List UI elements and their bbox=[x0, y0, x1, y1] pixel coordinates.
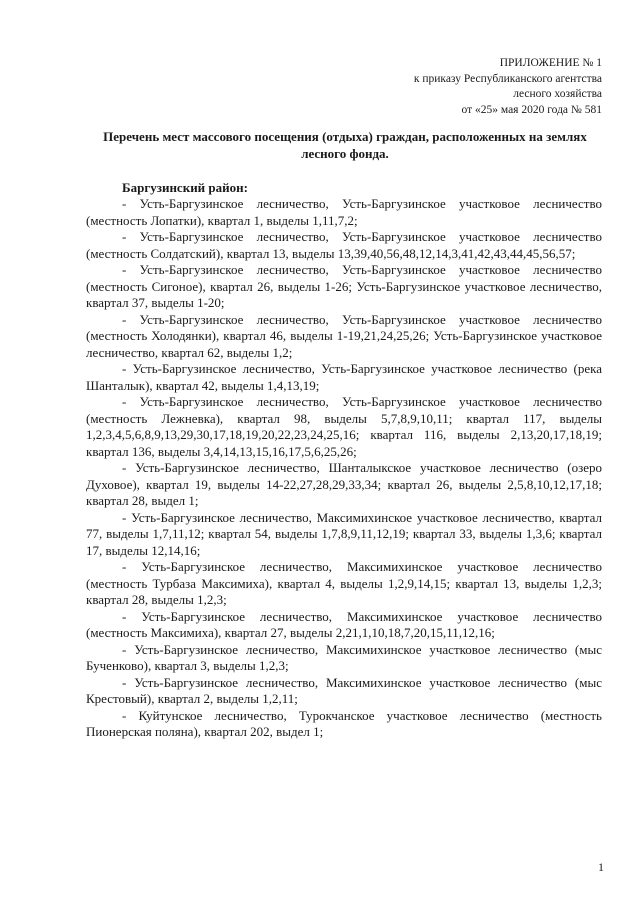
document-title: Перечень мест массового посещения (отдыха) граждан, расположенных на землях лесного фонда. bbox=[103, 129, 587, 161]
list-item: - Усть-Баргузинское лесничество, Максимихинское участковое лесничество (местность Турбаза Максимиха), квартал 4, выделы 1,2,9,14,15; квартал 13, выделы 1,2,3; квартал 28, выделы 1,2,3; bbox=[86, 559, 602, 607]
list-item: - Усть-Баргузинское лесничество, Максимихинское участковое лесничество, квартал 77, выделы 1,7,11,12; квартал 54, выделы 1,7,8,9,11,12,19; квартал 33, выделы 1,3,6; квартал 17, выделы 12,14,16; bbox=[86, 509, 602, 558]
list-item: - Куйтунское лесничество, Турокчанское участковое лесничество (местность Пионерская поляна), квартал 202, выдел 1; bbox=[86, 707, 602, 739]
list-item: - Усть-Баргузинское лесничество, Усть-Баргузинское участковое лесничество (река Шанталык), квартал 42, выделы 1,4,13,19; bbox=[86, 361, 602, 393]
district-heading: Баргузинский район: bbox=[122, 180, 248, 195]
list-item: - Усть-Баргузинское лесничество, Усть-Баргузинское участковое лесничество (местность Лопатки), квартал 1, выделы 1,11,7,2; bbox=[86, 196, 602, 228]
list-item: - Усть-Баргузинское лесничество, Максимихинское участковое лесничество (мыс Бученково), квартал 3, выделы 1,2,3; bbox=[86, 641, 602, 673]
appendix-title: ПРИЛОЖЕНИЕ № 1 bbox=[499, 57, 602, 69]
appendix-order-line: к приказу Республиканского агентства bbox=[413, 72, 602, 85]
list-item: - Усть-Баргузинское лесничество, Усть-Баргузинское участковое лесничество (местность Сигоное), квартал 26, выделы 1-26; Усть-Баргузинское участковое лесничество, квартал 37, выделы 1-20; bbox=[86, 262, 602, 310]
appendix-date-line: от «25» мая 2020 года № 581 bbox=[461, 103, 602, 116]
appendix-header bbox=[414, 56, 602, 118]
list-item: - Усть-Баргузинское лесничество, Максимихинское участковое лесничество (мыс Крестовый), квартал 2, выделы 1,2,11; bbox=[86, 674, 602, 706]
list-item: - Усть-Баргузинское лесничество, Максимихинское участковое лесничество (местность Максимиха), квартал 27, выделы 2,21,1,10,18,7,20,15,11,12,16; bbox=[86, 608, 602, 640]
page-number: 1 bbox=[598, 860, 604, 874]
list-item: - Усть-Баргузинское лесничество, Усть-Баргузинское участковое лесничество (местность Солдатский), квартал 13, выделы 13,39,40,56,48,12,14,3,41,42,43,44,45,56,57; bbox=[86, 229, 602, 261]
entries-list bbox=[86, 196, 602, 741]
list-item: - Усть-Баргузинское лесничество, Усть-Баргузинское участковое лесничество (местность Лежневка), квартал 98, выделы 5,7,8,9,10,11; квартал 117, выделы 1,2,3,4,5,6,8,9,13,29,30,17,18,19,20,22,23,24,25,16; квартал 116, выделы 2,13,20,17,18,19; квартал 136, выделы 3,4,14,13,15,16,17,5,6,25,26; bbox=[86, 394, 602, 459]
list-item: - Усть-Баргузинское лесничество, Шанталыкское участковое лесничество (озеро Духовое), квартал 19, выделы 14-22,27,28,29,33,34; квартал 26, выделы 2,5,8,10,12,17,18; квартал 28, выдел 1; bbox=[86, 460, 602, 508]
appendix-agency-line: лесного хозяйства bbox=[513, 88, 602, 100]
list-item: - Усть-Баргузинское лесничество, Усть-Баргузинское участковое лесничество (местность Холодянки), квартал 46, выделы 1-19,21,24,25,26; Усть-Баргузинское участковое лесничество, квартал 62, выделы 1,2; bbox=[86, 311, 602, 360]
